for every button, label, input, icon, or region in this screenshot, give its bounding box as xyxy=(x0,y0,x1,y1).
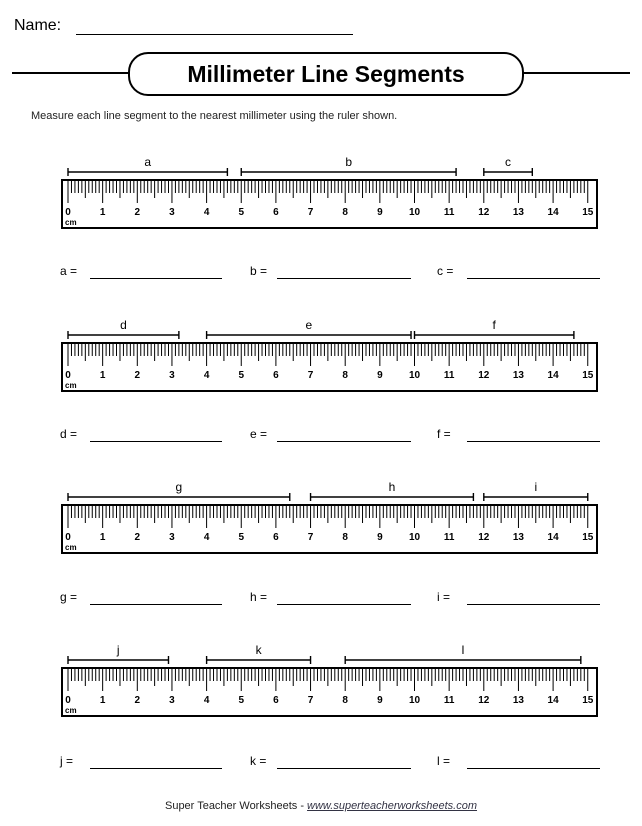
ruler-number: 13 xyxy=(512,207,525,218)
ruler-number: 3 xyxy=(169,532,175,543)
ruler-number: 14 xyxy=(547,370,559,381)
ruler-number: 8 xyxy=(342,207,348,218)
ruler-number: 11 xyxy=(443,532,455,543)
ruler-number: 7 xyxy=(307,695,314,706)
ruler-number: 10 xyxy=(408,695,421,706)
answer-label: b = xyxy=(250,264,268,278)
ruler-number: 10 xyxy=(408,370,421,381)
footer-brand: Super Teacher Worksheets xyxy=(164,800,298,812)
ruler-number: 5 xyxy=(238,532,245,543)
segment-label-b: b xyxy=(345,155,353,169)
segment-label-i: i xyxy=(534,480,538,494)
footer-site-link[interactable]: www.superteacherworksheets.com xyxy=(307,800,478,812)
ruler-number: 12 xyxy=(478,370,490,381)
ruler-number: 2 xyxy=(134,207,141,218)
ruler-number: 13 xyxy=(512,370,525,381)
ruler-number: 4 xyxy=(203,207,210,218)
ruler-number: 4 xyxy=(203,532,210,543)
ruler-unit-label: cm xyxy=(65,706,77,715)
ruler-number: 8 xyxy=(342,532,348,543)
segment-label-h: h xyxy=(388,480,396,494)
ruler-body xyxy=(62,505,597,553)
ruler-number: 2 xyxy=(134,370,141,381)
ruler-number: 2 xyxy=(134,695,141,706)
ruler-number: 5 xyxy=(238,207,245,218)
ruler-number: 13 xyxy=(512,695,525,706)
ruler-number: 12 xyxy=(478,207,490,218)
answer-label: e = xyxy=(250,427,268,441)
answer-blank[interactable] xyxy=(277,604,411,605)
answer-blank[interactable] xyxy=(90,278,222,279)
ruler-number: 2 xyxy=(134,532,141,543)
answer-blank[interactable] xyxy=(467,441,600,442)
name-label: Name: xyxy=(14,17,62,34)
answer-label: k = xyxy=(250,754,267,768)
ruler-number: 12 xyxy=(478,532,490,543)
answer-blank[interactable] xyxy=(277,278,411,279)
ruler-number: 5 xyxy=(238,695,245,706)
answer-label: i = xyxy=(437,590,451,604)
ruler-number: 8 xyxy=(342,695,348,706)
ruler-number: 3 xyxy=(169,695,175,706)
answer-blank[interactable] xyxy=(90,768,222,769)
ruler-number: 15 xyxy=(582,695,594,706)
ruler-number: 3 xyxy=(169,370,175,381)
segment-label-l: l xyxy=(461,643,465,657)
ruler-number: 8 xyxy=(342,370,348,381)
ruler-number: 6 xyxy=(273,207,279,218)
ruler-number: 1 xyxy=(99,532,106,543)
segment-label-e: e xyxy=(305,318,313,332)
instructions: Measure each line segment to the nearest millimeter using the ruler shown. xyxy=(31,110,398,122)
segment-label-k: k xyxy=(255,643,262,657)
answer-blank[interactable] xyxy=(90,441,222,442)
answer-label: c = xyxy=(437,264,454,278)
answer-blank[interactable] xyxy=(277,441,411,442)
ruler-number: 6 xyxy=(273,695,279,706)
answer-blank[interactable] xyxy=(467,768,600,769)
ruler-number: 9 xyxy=(377,207,383,218)
answer-blank[interactable] xyxy=(467,604,600,605)
ruler-number: 9 xyxy=(377,370,383,381)
answer-label: f = xyxy=(437,427,451,441)
ruler-number: 0 xyxy=(65,207,71,218)
segment-label-g: g xyxy=(175,480,183,494)
ruler-body xyxy=(62,668,597,716)
ruler-number: 10 xyxy=(408,532,421,543)
ruler-number: 14 xyxy=(547,207,559,218)
ruler-number: 0 xyxy=(65,370,71,381)
segment-label-c: c xyxy=(505,155,512,169)
answer-label: d = xyxy=(60,427,78,441)
ruler-number: 1 xyxy=(99,695,106,706)
ruler-number: 4 xyxy=(203,370,210,381)
ruler-number: 6 xyxy=(273,370,279,381)
answer-blank[interactable] xyxy=(467,278,600,279)
ruler-number: 10 xyxy=(408,207,421,218)
answer-label: a = xyxy=(60,264,78,278)
worksheet-title: Millimeter Line Segments xyxy=(128,52,524,96)
ruler-number: 15 xyxy=(582,370,594,381)
ruler-unit-label: cm xyxy=(65,381,77,390)
ruler-body xyxy=(62,180,597,228)
segment-label-f: f xyxy=(492,318,496,332)
ruler-number: 0 xyxy=(65,532,71,543)
ruler-number: 4 xyxy=(203,695,210,706)
ruler-unit-label: cm xyxy=(65,218,77,227)
segment-label-j: j xyxy=(116,643,120,657)
answer-blank[interactable] xyxy=(277,768,411,769)
ruler-number: 13 xyxy=(512,532,525,543)
ruler-number: 11 xyxy=(443,370,455,381)
ruler-number: 11 xyxy=(443,695,455,706)
ruler-number: 9 xyxy=(377,532,383,543)
ruler-number: 7 xyxy=(307,532,314,543)
footer xyxy=(0,800,642,812)
ruler-unit-label: cm xyxy=(65,543,77,552)
ruler-number: 11 xyxy=(443,207,455,218)
ruler-number: 15 xyxy=(582,532,594,543)
ruler-number: 14 xyxy=(547,695,559,706)
answer-blank[interactable] xyxy=(90,604,222,605)
footer-separator: - xyxy=(297,800,308,812)
ruler-number: 1 xyxy=(99,207,106,218)
ruler-number: 9 xyxy=(377,695,383,706)
ruler-number: 14 xyxy=(547,532,559,543)
answer-label: g = xyxy=(60,590,78,604)
segment-label-d: d xyxy=(120,318,127,332)
ruler-number: 5 xyxy=(238,370,245,381)
answer-label: h = xyxy=(250,590,268,604)
answer-label: l = xyxy=(437,754,451,768)
ruler-number: 7 xyxy=(307,370,314,381)
ruler-number: 12 xyxy=(478,695,490,706)
segment-label-a: a xyxy=(144,155,152,169)
ruler-number: 3 xyxy=(169,207,175,218)
ruler-body xyxy=(62,343,597,391)
ruler-number: 1 xyxy=(99,370,106,381)
answer-label: j = xyxy=(60,754,74,768)
ruler-number: 15 xyxy=(582,207,594,218)
ruler-number: 0 xyxy=(65,695,71,706)
ruler-number: 6 xyxy=(273,532,279,543)
ruler-number: 7 xyxy=(307,207,314,218)
